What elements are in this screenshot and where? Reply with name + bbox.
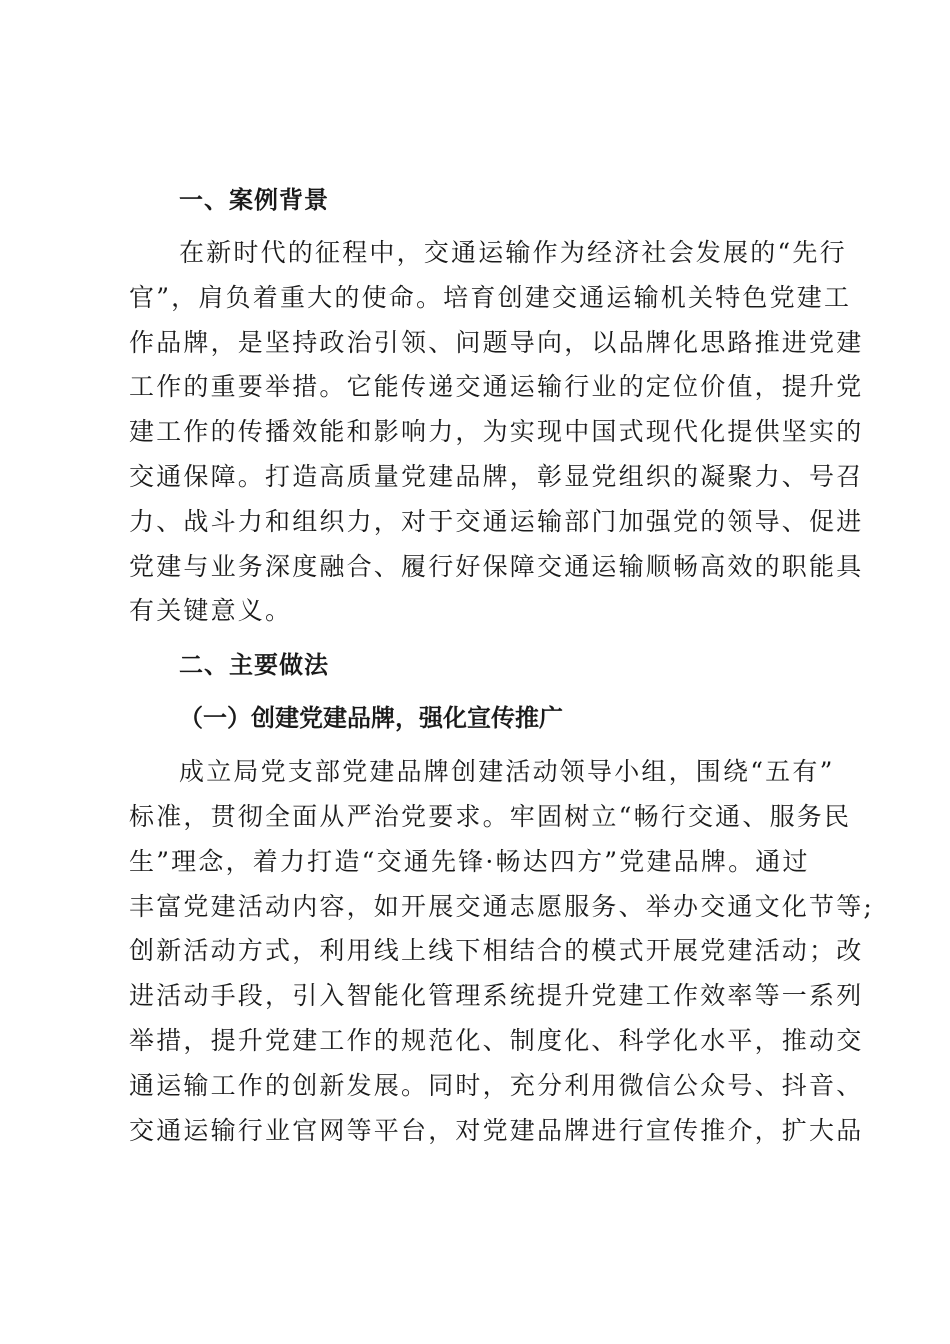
paragraph-line: 丰富党建活动内容，如开展交通志愿服务、举办交通文化节等; bbox=[129, 891, 875, 921]
paragraph-line: 有关键意义。 bbox=[129, 596, 293, 626]
paragraph-line: 标准，贯彻全面从严治党要求。牢固树立“畅行交通、服务民 bbox=[129, 801, 852, 831]
paragraph-line: 党建与业务深度融合、履行好保障交通运输顺畅高效的职能具 bbox=[129, 551, 864, 581]
document-body bbox=[129, 178, 875, 1162]
paragraph-line: 力、战斗力和组织力，对于交通运输部门加强党的领导、促进 bbox=[129, 506, 864, 536]
paragraph-line: 创新活动方式，利用线上线下相结合的模式开展党建活动；改 bbox=[129, 936, 864, 966]
paragraph-line: 举措，提升党建工作的规范化、制度化、科学化水平，推动交 bbox=[129, 1025, 864, 1055]
subsection-heading-brand: （一）创建党建品牌，强化宣传推广 bbox=[179, 704, 563, 733]
paragraph-line: 建工作的传播效能和影响力，为实现中国式现代化提供坚实的 bbox=[129, 417, 864, 447]
brand-paragraph bbox=[129, 750, 875, 1153]
paragraph-line: 工作的重要举措。它能传递交通运输行业的定位价值，提升党 bbox=[129, 372, 864, 402]
paragraph-line: 交通保障。打造高质量党建品牌，彰显党组织的凝聚力、号召 bbox=[129, 461, 864, 491]
paragraph-line: 在新时代的征程中，交通运输作为经济社会发展的“先行 bbox=[179, 238, 847, 267]
section-heading-background: 一、案例背景 bbox=[179, 186, 329, 214]
paragraph-line: 通运输工作的创新发展。同时，充分利用微信公众号、抖音、 bbox=[129, 1070, 864, 1100]
background-paragraph bbox=[129, 231, 864, 634]
paragraph-line: 生”理念，着力打造“交通先锋·畅达四方”党建品牌。通过 bbox=[129, 846, 810, 876]
section-heading-main-practices: 二、主要做法 bbox=[179, 651, 329, 680]
paragraph-line: 官”，肩负着重大的使命。培育创建交通运输机关特色党建工 bbox=[129, 282, 852, 312]
paragraph-line: 作品牌，是坚持政治引领、问题导向，以品牌化思路推进党建 bbox=[129, 327, 864, 357]
paragraph-line: 交通运输行业官网等平台，对党建品牌进行宣传推介，扩大品 bbox=[129, 1115, 864, 1145]
paragraph-line: 进活动手段，引入智能化管理系统提升党建工作效率等一系列 bbox=[129, 981, 864, 1011]
paragraph-line: 成立局党支部党建品牌创建活动领导小组，围绕“五有” bbox=[179, 757, 835, 787]
